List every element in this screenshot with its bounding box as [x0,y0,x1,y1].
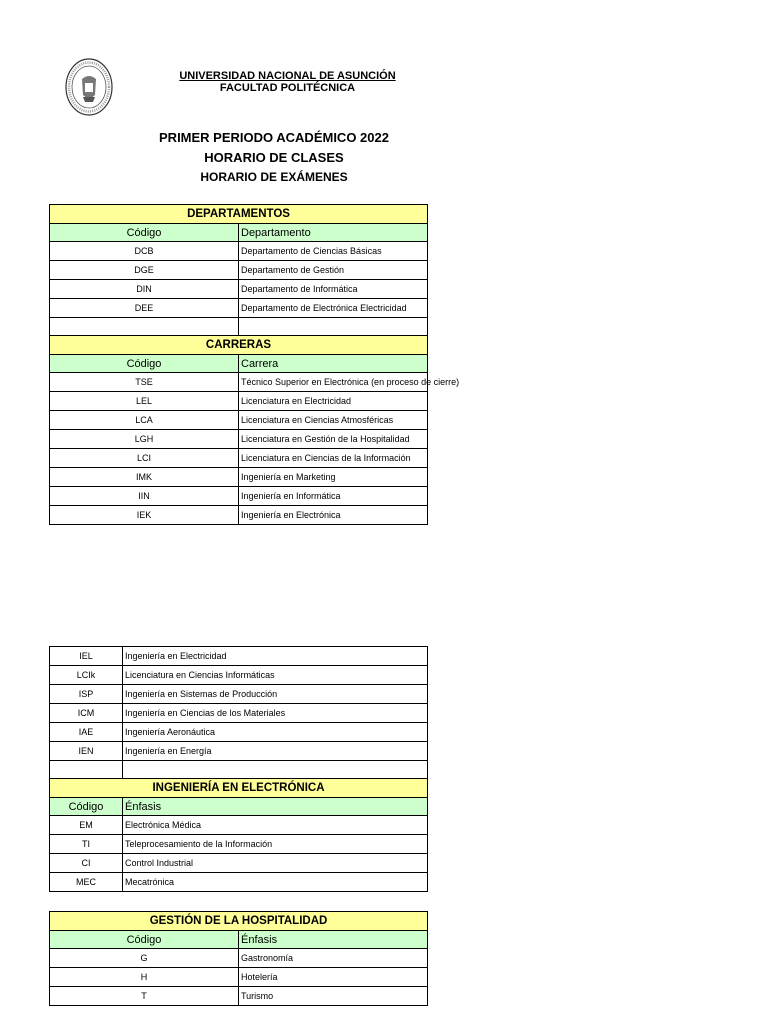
departments-code-column: Código [50,224,239,242]
university-seal-icon [64,57,114,117]
name-cell: Ingeniería en Ciencias de los Materiales [123,704,428,723]
code-cell: IAE [50,723,123,742]
hospitality-table [49,911,428,1006]
code-cell: LCA [50,411,239,430]
code-cell: DGE [50,261,239,280]
period-title: PRIMER PERIODO ACADÉMICO 2022 [159,130,389,145]
name-cell: Licenciatura en Gestión de la Hospitalidad [239,430,428,449]
table-row [50,299,428,318]
name-cell: Ingeniería en Electrónica [239,506,428,525]
code-cell: DIN [50,280,239,299]
table-row [50,666,428,685]
blank-cell [239,318,428,336]
name-cell: Hotelería [239,968,428,987]
hospitality-rows [50,949,428,1006]
hospitality-emphasis-column: Énfasis [239,931,428,949]
table-row [50,873,428,892]
code-cell: EM [50,816,123,835]
name-cell: Departamento de Gestión [239,261,428,280]
code-cell: IIN [50,487,239,506]
careers-rows [50,373,460,525]
electronics-code-column: Código [50,798,123,816]
careers-rows-continued [50,647,428,761]
table-row [50,987,428,1006]
departments-rows [50,242,428,318]
name-cell: Gastronomía [239,949,428,968]
name-cell: Ingeniería en Energía [123,742,428,761]
table-row [50,816,428,835]
careers-header: CARRERAS [50,336,428,355]
code-cell: IEK [50,506,239,525]
table-row [50,487,428,506]
class-schedule-title: HORARIO DE CLASES [204,150,344,165]
table-row [50,742,428,761]
departments-header: DEPARTAMENTOS [50,205,428,224]
name-cell: Departamento de Informática [239,280,428,299]
name-cell: Ingeniería en Electricidad [123,647,428,666]
electronics-emphasis-column: Énfasis [123,798,428,816]
code-cell: T [50,987,239,1006]
departments-careers-table [49,204,460,525]
name-cell: Ingeniería en Marketing [239,468,428,487]
name-cell: Licenciatura en Electricidad [239,392,428,411]
blank-cell [123,761,428,779]
departments-name-column: Departamento [239,224,428,242]
table-row [50,968,428,987]
name-cell: Departamento de Electrónica Electricidad [239,299,428,318]
careers-code-column: Código [50,355,239,373]
name-cell: Licenciatura en Ciencias Atmosféricas [239,411,428,430]
university-name: UNIVERSIDAD NACIONAL DE ASUNCIÓN [179,70,396,82]
faculty-name: FACULTAD POLITÉCNICA [219,82,356,94]
name-cell: Ingeniería en Sistemas de Producción [123,685,428,704]
table-row [50,949,428,968]
table-row [50,242,428,261]
blank-cell [50,318,239,336]
hospitality-code-column: Código [50,931,239,949]
table-row [50,392,428,411]
table-row [50,685,428,704]
careers-electronics-table [49,646,428,892]
code-cell: LCI [50,449,239,468]
name-cell: Departamento de Ciencias Básicas [239,242,428,261]
table-row [50,411,428,430]
electronics-rows [50,816,428,892]
code-cell: LGH [50,430,239,449]
table-row [50,506,428,525]
table-row [50,430,428,449]
code-cell: TSE [50,373,239,392]
code-cell: TI [50,835,123,854]
careers-name-column: Carrera [239,355,428,373]
name-cell: Licenciatura en Ciencias de la Información [239,449,428,468]
code-cell: H [50,968,239,987]
name-cell: Ingeniería Aeronáutica [123,723,428,742]
table-row [50,280,428,299]
name-cell: Licenciatura en Ciencias Informáticas [123,666,428,685]
code-cell: ICM [50,704,123,723]
code-cell: G [50,949,239,968]
code-cell: CI [50,854,123,873]
electronics-header: INGENIERÍA EN ELECTRÓNICA [50,779,428,798]
table-row [50,261,428,280]
code-cell: LEL [50,392,239,411]
table-row [50,704,428,723]
code-cell: DCB [50,242,239,261]
name-cell: Ingeniería en Informática [239,487,428,506]
code-cell: IMK [50,468,239,487]
code-cell: IEL [50,647,123,666]
code-cell: ISP [50,685,123,704]
name-cell: Electrónica Médica [123,816,428,835]
table-row [50,854,428,873]
code-cell: MEC [50,873,123,892]
table-row [50,373,428,392]
code-cell: DEE [50,299,239,318]
code-cell: IEN [50,742,123,761]
table-row [50,647,428,666]
name-cell: Turismo [239,987,428,1006]
table-row [50,835,428,854]
name-cell: Teleprocesamiento de la Información [123,835,428,854]
code-cell: LCIk [50,666,123,685]
name-cell: Control Industrial [123,854,428,873]
exam-schedule-title: HORARIO DE EXÁMENES [200,170,348,184]
name-cell: Mecatrónica [123,873,428,892]
hospitality-header: GESTIÓN DE LA HOSPITALIDAD [50,912,428,931]
table-row [50,723,428,742]
name-cell: Técnico Superior en Electrónica (en proceso de cierre) [239,373,428,392]
table-row [50,468,428,487]
blank-cell [50,761,123,779]
table-row [50,449,428,468]
